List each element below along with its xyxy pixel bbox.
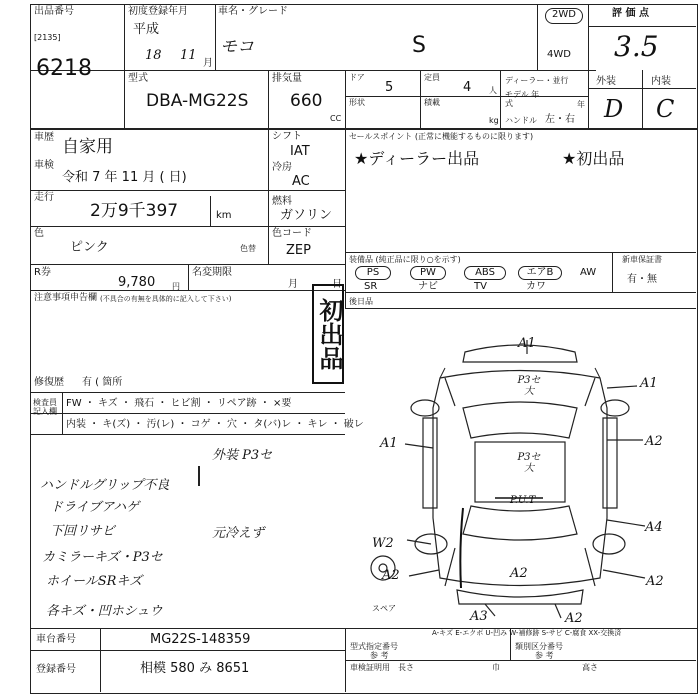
fuel-value: ガソリン: [280, 208, 333, 223]
car-model-grade-label: 車名・グレード: [218, 6, 288, 17]
equip-navi: ナビ: [418, 281, 438, 292]
shift-value: IAT: [290, 144, 310, 159]
lot-number: 6218: [36, 56, 92, 81]
displacement-value: 660: [290, 91, 323, 111]
yen-unit: 円: [172, 282, 180, 291]
chassis-label: 車台番号: [36, 634, 76, 645]
mileage-label: 走行: [34, 192, 54, 203]
dmg-label-rear-bumper-right: A2: [565, 611, 583, 626]
notes-label: 注意事項申告欄: [34, 293, 98, 303]
load-label: 積載: [424, 98, 440, 107]
ac-value: AC: [292, 174, 310, 189]
dmg-label-right-rear: A4: [645, 520, 663, 535]
dmg-label-right-side: A2: [645, 434, 663, 449]
designation-ref: 参 考: [370, 651, 389, 660]
cc-unit: CC: [330, 114, 342, 123]
fuel-label: 燃料: [272, 196, 292, 207]
model-type-value: DBA-MG22S: [146, 91, 249, 111]
dmg-label-rear-bumper: A3: [470, 609, 488, 624]
spare-label: スペア: [372, 604, 396, 613]
name-change-deadline-label: 名変期限: [192, 267, 232, 278]
person-unit: 人: [489, 86, 497, 95]
hw-note-6: 各キズ・凹ホシュウ: [46, 604, 163, 619]
equipment-label: 装備品 (純正品に限り○を示す): [349, 255, 461, 264]
doors-value: 5: [385, 80, 394, 95]
equip-pw: PW: [410, 266, 446, 280]
inspection-label: 車検: [34, 160, 54, 171]
plate-value: 相模 580 み 8651: [140, 661, 250, 676]
dmg-label-right-front: A1: [640, 376, 658, 391]
dmg-label-left-wheel: W2: [372, 536, 394, 551]
equip-aw: AW: [580, 267, 597, 278]
width-label: 巾: [492, 663, 500, 672]
plate-label: 登録番号: [36, 664, 76, 675]
drive-2wd-circled: 2WD: [545, 8, 583, 24]
recycle-value: 9,780: [118, 275, 156, 290]
equip-ps: PS: [355, 266, 391, 280]
lot-number-label: 出品番号: [34, 6, 74, 17]
shift-label: シフト: [272, 131, 302, 142]
grade: S: [412, 33, 426, 58]
ac-label: 冷房: [272, 162, 292, 173]
dmg-label-left-side: A1: [380, 436, 398, 451]
hw-untested-note: 元冷えず: [212, 526, 265, 541]
warranty-label: 新車保証書: [622, 255, 662, 264]
color-code-value: ZEP: [286, 243, 311, 258]
interior-grade: C: [656, 95, 675, 123]
dmg-label-left-rear: A2: [382, 568, 400, 583]
hw-note-4: カミラーキズ・P3セ: [42, 550, 163, 565]
equip-airbag: エアB: [518, 266, 562, 280]
history-label: 車歴: [34, 132, 54, 143]
year-unit: 年: [577, 100, 585, 109]
notes-sub: (不具合の有無を具体的に記入して下さい): [100, 295, 232, 303]
dmg-label-roof-top: A1: [518, 336, 536, 351]
capacity-value: 4: [463, 80, 472, 95]
selling-points-label: セールスポイント (正常に機能するものに限ります): [349, 132, 534, 141]
recycle-label: R券: [34, 267, 51, 278]
score-value: 3.5: [614, 30, 659, 63]
dealer-import-label: ディーラー・並行: [505, 76, 569, 85]
selling-point-2: ★初出品: [562, 149, 625, 168]
first-listing-stamp: 初出品: [312, 284, 344, 384]
hw-note-3: 下回リサビ: [50, 524, 115, 539]
inspector-row-2: 内装 ・ キ(ズ) ・ 汚(レ) ・ コゲ ・ 穴 ・ タ(バ)レ ・ キレ ・ 破レ: [66, 419, 364, 430]
hw-exterior-note: 外装 P3セ: [212, 448, 273, 463]
chassis-value: MG22S-148359: [150, 632, 251, 647]
shape-label: 形状: [349, 98, 365, 107]
hw-note-2: ドライブアハゲ: [50, 500, 140, 515]
repair-label: 修復歴: [34, 377, 64, 388]
inspector-row-1: FW ・ キズ ・ 飛石 ・ ヒビ割 ・ リペア跡 ・ ×要: [66, 398, 292, 409]
capacity-label: 定員: [424, 73, 440, 82]
lot-code: [2135]: [34, 33, 61, 42]
hw-note-5: ホイールSRキズ: [46, 574, 143, 589]
damage-legend: A-キズ E-エクボ U-凹み W-補修跡 S-サビ C-腐食 XX-交換済: [432, 629, 622, 637]
model-type-label: 型式: [128, 73, 148, 84]
km-unit: km: [216, 210, 232, 221]
dmg-note-center: P3セ 大: [517, 452, 541, 474]
warranty-value: 有・無: [627, 274, 657, 285]
interior-label: 内装: [651, 76, 671, 87]
month-unit: 月: [203, 58, 213, 69]
car-name: モコ: [220, 37, 254, 57]
equip-abs: ABS: [464, 266, 506, 280]
height-label: 高さ: [582, 663, 598, 672]
history-value: 自家用: [62, 137, 113, 157]
equip-sr: SR: [364, 281, 378, 292]
inspector-label: 検査員 記入欄: [33, 398, 57, 416]
category-label: 類別区分番号: [515, 642, 563, 651]
category-ref: 参 考: [535, 651, 554, 660]
dmg-label-rear-center: A2: [510, 566, 528, 581]
score-label: 評 価 点: [612, 8, 649, 19]
equip-leather: カワ: [526, 281, 546, 292]
repair-value: 有 ( 箇所: [82, 377, 123, 388]
doors-label: ドア: [349, 73, 365, 82]
first-registration-month: 11: [180, 48, 197, 63]
model-year-label: モデル 年式: [505, 90, 540, 108]
deadline-month: 月: [288, 279, 298, 290]
kg-unit: kg: [489, 116, 499, 125]
color-label: 色: [34, 228, 44, 239]
displacement-label: 排気量: [272, 73, 302, 84]
dmg-label-right-bottom: A2: [646, 574, 664, 589]
equip-tv: TV: [474, 281, 487, 292]
mileage-value: 2万9千397: [90, 201, 179, 221]
handle-label: ハンドル: [505, 116, 537, 125]
color-value: ピンク: [70, 240, 109, 255]
selling-point-1: ★ディーラー出品: [354, 149, 480, 168]
color-change-label: 色替: [240, 244, 256, 253]
first-registration-year: 18: [145, 48, 162, 63]
deadline-day: 日: [332, 279, 342, 290]
color-code-label: 色コード: [272, 228, 312, 239]
first-registration-label: 初度登録年月: [128, 6, 188, 17]
length-label: 長さ: [398, 663, 414, 672]
chassis-cert-label: 車検証明用: [350, 663, 390, 672]
dmg-note-rear: P.U.T: [510, 495, 536, 506]
era-heisei: 平成: [133, 22, 160, 37]
drive-4wd: 4WD: [547, 49, 571, 60]
exterior-grade: D: [604, 95, 624, 123]
dmg-note-roof: P3セ 大: [517, 375, 541, 397]
exterior-label: 外装: [596, 76, 616, 87]
hw-note-1: ハンドルグリップ不良: [40, 478, 170, 493]
designation-label: 型式指定番号: [350, 642, 398, 651]
back-order-label: 後日品: [349, 297, 373, 306]
handle-value: 左・右: [545, 114, 575, 125]
inspection-value: 令和 7 年 11 月 ( 日): [62, 170, 187, 185]
